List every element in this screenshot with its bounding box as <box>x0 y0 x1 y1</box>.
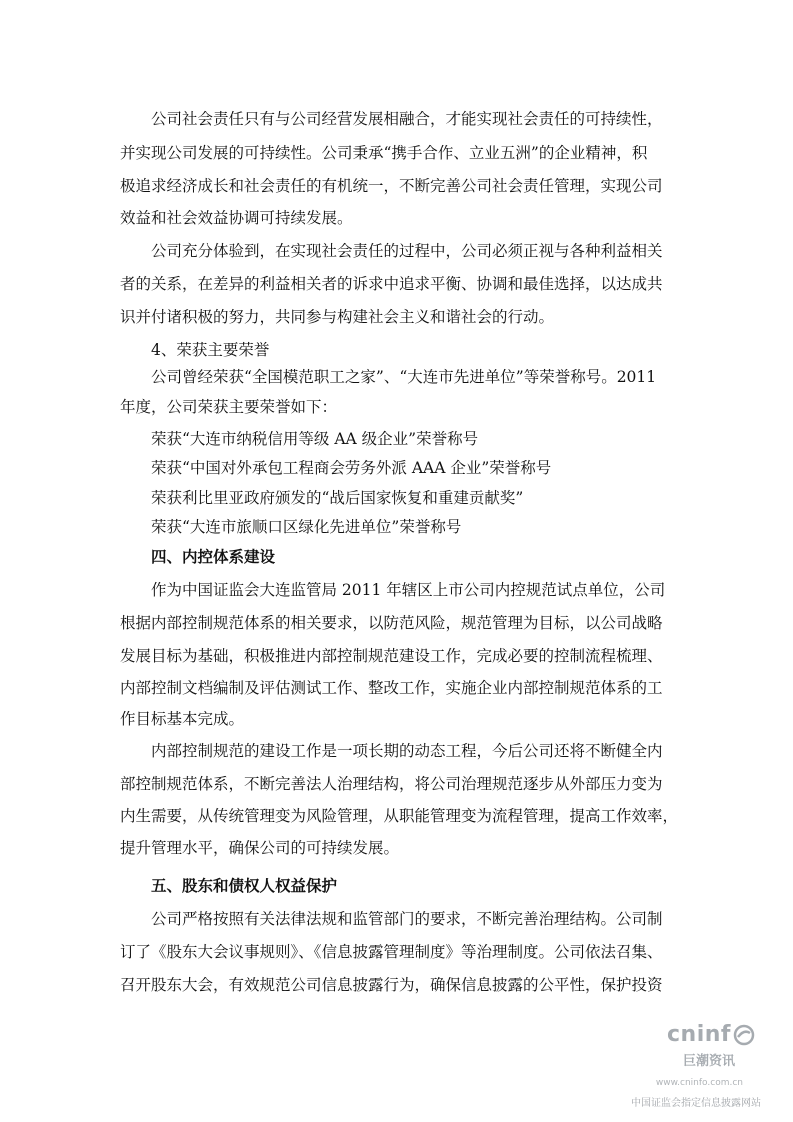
section-heading: 四、内控体系建设 <box>151 548 276 566</box>
paragraph-line: 效益和社会效益协调可持续发展。 <box>120 209 353 227</box>
paragraph-line: 发展目标为基础，积极推进内部控制规范建设工作，完成必要的控制流程梳理、 <box>120 647 663 665</box>
paragraph-line: 极追求经济成长和社会责任的有机统一，不断完善公司社会责任管理，实现公司 <box>120 177 663 195</box>
paragraph-line: 识并付诸积极的努力，共同参与构建社会主义和谐社会的行动。 <box>120 308 555 326</box>
paragraph-line: 根据内部控制规范体系的相关要求，以防范风险，规范管理为目标，以公司战略 <box>120 614 663 632</box>
paragraph-line: 公司充分体验到，在实现社会责任的过程中，公司必须正视与各种利益相关 <box>151 242 663 260</box>
honor-item: 荣获“大连市纳税信用等级 AA 级企业”荣誉称号 <box>151 430 479 448</box>
paragraph-line: 公司严格按照有关法律法规和监管部门的要求，不断完善治理结构。公司制 <box>151 910 663 928</box>
section-heading: 五、股东和债权人权益保护 <box>151 877 338 895</box>
cninfo-url: www.cninfo.com.cn <box>655 1078 743 1088</box>
section-subheading: 4、荣获主要荣誉 <box>151 341 270 359</box>
cninfo-watermark <box>615 1022 765 1112</box>
paragraph-line: 内部控制文档编制及评估测试工作、整改工作，实施企业内部控制规范体系的工 <box>120 679 663 697</box>
paragraph-line: 部控制规范体系，不断完善法人治理结构，将公司治理规范逐步从外部压力变为 <box>120 775 663 793</box>
paragraph-line: 内部控制规范的建设工作是一项长期的动态工程，今后公司还将不断健全内 <box>151 742 663 760</box>
honor-item: 荣获“中国对外承包工程商会劳务外派 AAA 企业”荣誉称号 <box>151 459 552 477</box>
cninfo-name: 巨潮资讯 <box>682 1054 735 1069</box>
honor-item: 荣获利比里亚政府颁发的“战后国家恢复和重建贡献奖” <box>151 489 524 507</box>
paragraph-line: 提升管理水平，确保公司的可持续发展。 <box>120 839 400 857</box>
paragraph-line: 订了《股东大会议事规则》、《信息披露管理制度》等治理制度。公司依法召集、 <box>120 943 663 961</box>
paragraph-line: 公司社会责任只有与公司经营发展相融合，才能实现社会责任的可持续性， <box>151 110 663 128</box>
paragraph-line: 者的关系，在差异的利益相关者的诉求中追求平衡、协调和最佳选择，以达成共 <box>120 275 663 293</box>
paragraph-line: 内生需要，从传统管理变为风险管理，从职能管理变为流程管理，提高工作效率， <box>120 807 679 825</box>
paragraph-line: 召开股东大会，有效规范公司信息披露行为，确保信息披露的公平性，保护投资 <box>120 976 663 994</box>
cninfo-slogan: 中国证监会指定信息披露网站 <box>631 1098 761 1109</box>
cninfo-logo-text: cninf <box>667 1022 731 1047</box>
cninfo-logo-icon <box>733 1024 755 1046</box>
paragraph-line: 公司曾经荣获“全国模范职工之家”、“大连市先进单位”等荣誉称号。2011 <box>151 368 657 386</box>
paragraph-line: 年度，公司荣获主要荣誉如下： <box>120 398 338 416</box>
paragraph-line: 并实现公司发展的可持续性。公司秉承“携手合作、立业五洲”的企业精神，积 <box>120 144 648 162</box>
paragraph-line: 作为中国证监会大连监管局 2011 年辖区上市公司内控规范试点单位，公司 <box>151 581 666 599</box>
honor-item: 荣获“大连市旅顺口区绿化先进单位”荣誉称号 <box>151 518 462 536</box>
paragraph-line: 作目标基本完成。 <box>120 710 245 728</box>
